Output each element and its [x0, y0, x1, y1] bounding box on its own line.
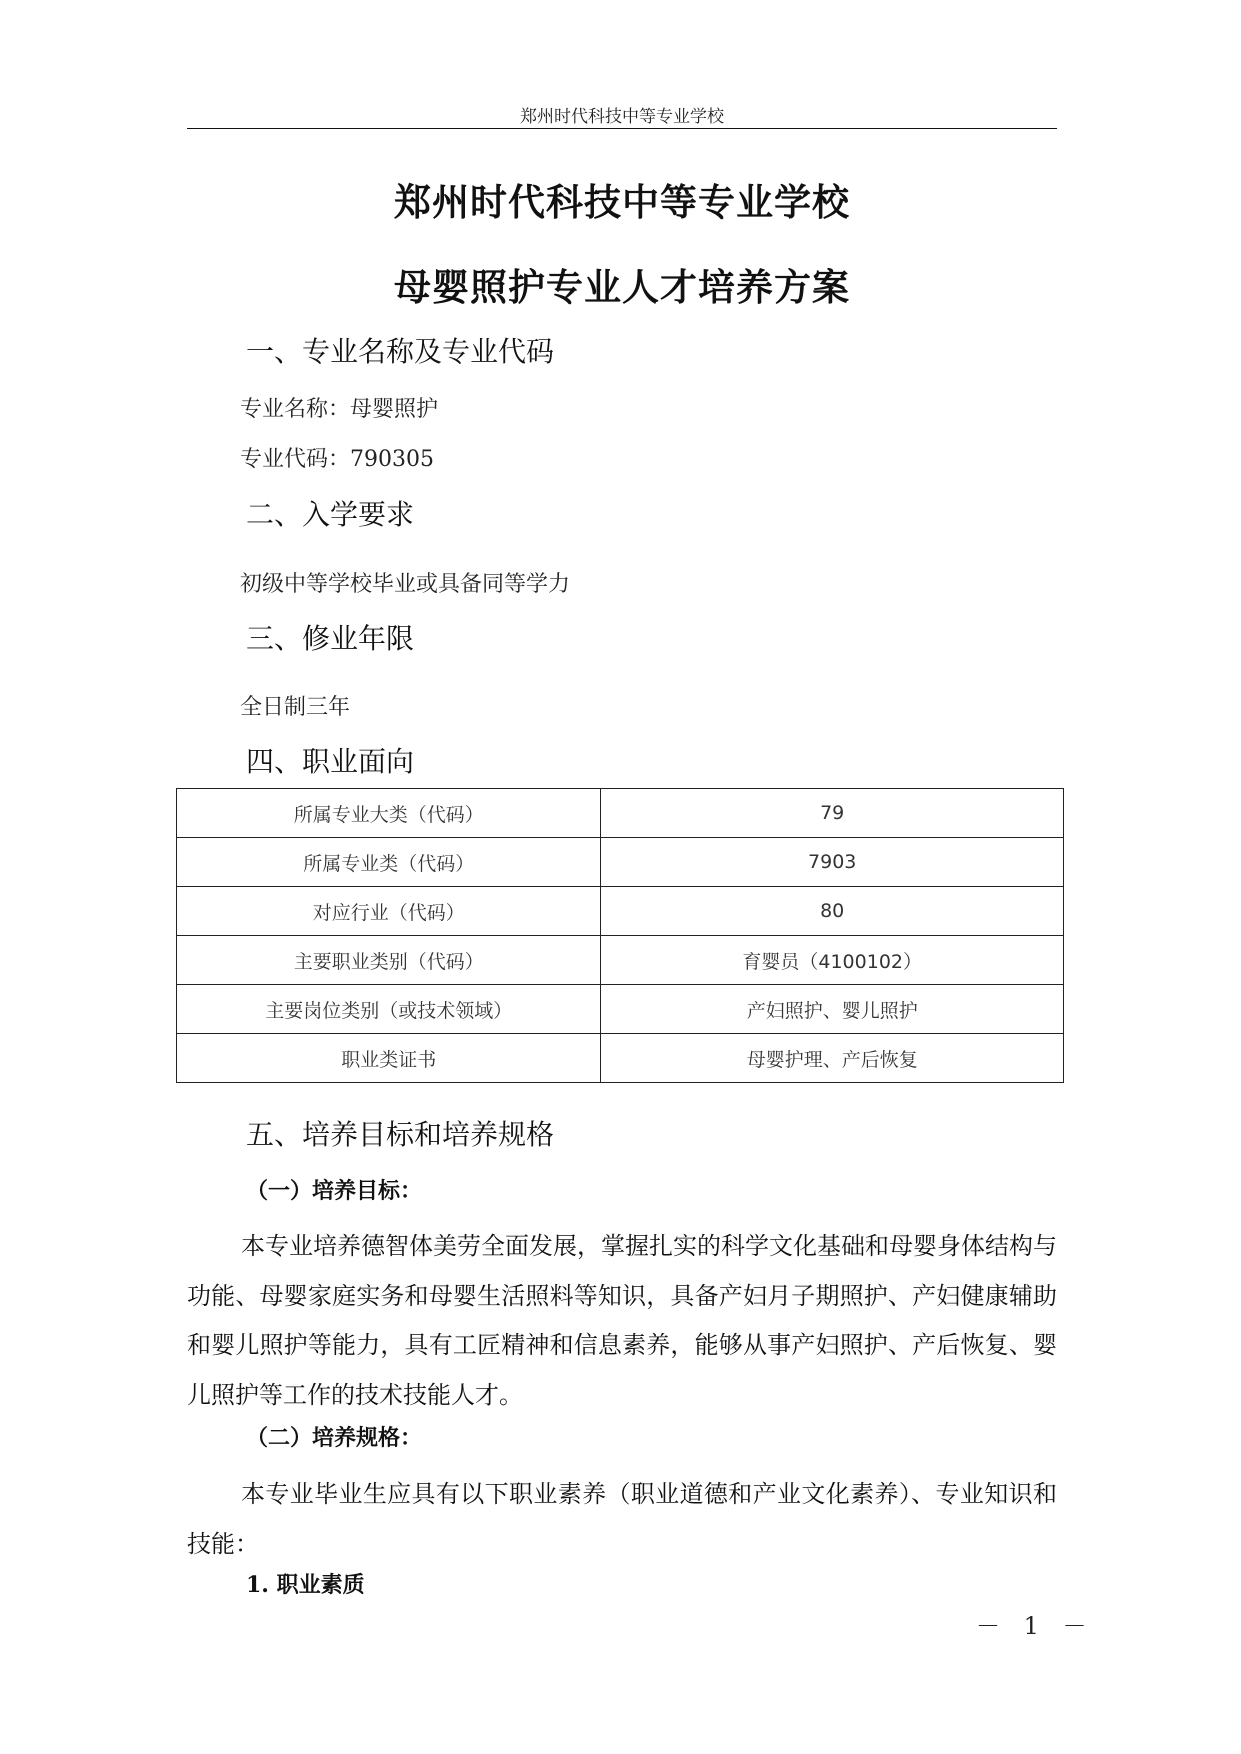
- major-code-value: 790305: [350, 447, 434, 472]
- section-2-heading: 二、入学要求: [246, 498, 415, 531]
- admission-requirement: 初级中等学校毕业或具备同等学力: [240, 572, 571, 597]
- training-spec-heading: （二）培养规格：: [246, 1425, 423, 1451]
- major-code-line: [240, 442, 434, 473]
- document-title-school: 郑州时代科技中等专业学校: [394, 181, 850, 224]
- header-rule: [187, 128, 1057, 129]
- document-title-program: 母婴照护专业人才培养方案: [394, 266, 850, 309]
- table-cell-value: 母婴护理、产后恢复: [601, 1034, 1064, 1083]
- major-name-label: 专业名称：: [240, 397, 351, 422]
- table-cell-label: 职业类证书: [177, 1034, 601, 1083]
- professional-quality-heading: 1. 职业素质: [246, 1572, 365, 1598]
- table-cell-label: 所属专业类（代码）: [177, 838, 601, 887]
- page-number: － 1 －: [976, 1612, 1095, 1640]
- table-cell-value: 79: [601, 789, 1064, 838]
- table-cell-value: 产妇照护、婴儿照护: [601, 985, 1064, 1034]
- table-row: [177, 1034, 1064, 1083]
- study-duration: 全日制三年: [240, 695, 351, 720]
- section-5-heading: 五、培养目标和培养规格: [246, 1118, 555, 1151]
- major-code-label: 专业代码：: [240, 447, 351, 472]
- table-row: [177, 887, 1064, 936]
- table-row: [177, 838, 1064, 887]
- training-spec-paragraph: 本专业毕业生应具有以下职业素养（职业道德和产业文化素养）、专业知识和技能：: [187, 1480, 1057, 1558]
- table-cell-value: 育婴员（4100102）: [601, 936, 1064, 985]
- table-cell-label: 主要岗位类别（或技术领域）: [177, 985, 601, 1034]
- section-1-heading: 一、专业名称及专业代码: [246, 335, 555, 368]
- career-orientation-table: [176, 788, 1064, 1083]
- section-4-heading: 四、职业面向: [246, 745, 415, 778]
- table-cell-value: 80: [601, 887, 1064, 936]
- major-name-line: [240, 392, 438, 423]
- training-goal-paragraph: 本专业培养德智体美劳全面发展，掌握扎实的科学文化基础和母婴身体结构与功能、母婴家庭实务和母婴生活照料等知识，具备产妇月子期照护、产妇健康辅助和婴儿照护等能力，具有工匠精神和信息素养，能够从事产妇照护、产后恢复、婴儿照护等工作的技术技能人才。: [187, 1232, 1057, 1409]
- table-row: [177, 985, 1064, 1034]
- table-row: [177, 789, 1064, 838]
- section-3-heading: 三、修业年限: [246, 622, 415, 655]
- table-cell-value: 7903: [601, 838, 1064, 887]
- table-cell-label: 对应行业（代码）: [177, 887, 601, 936]
- table-row: [177, 936, 1064, 985]
- major-name-value: 母婴照护: [350, 397, 439, 422]
- table-cell-label: 主要职业类别（代码）: [177, 936, 601, 985]
- table-cell-label: 所属专业大类（代码）: [177, 789, 601, 838]
- page-header: 郑州时代科技中等专业学校: [520, 107, 724, 127]
- training-goal-heading: （一）培养目标：: [246, 1178, 423, 1204]
